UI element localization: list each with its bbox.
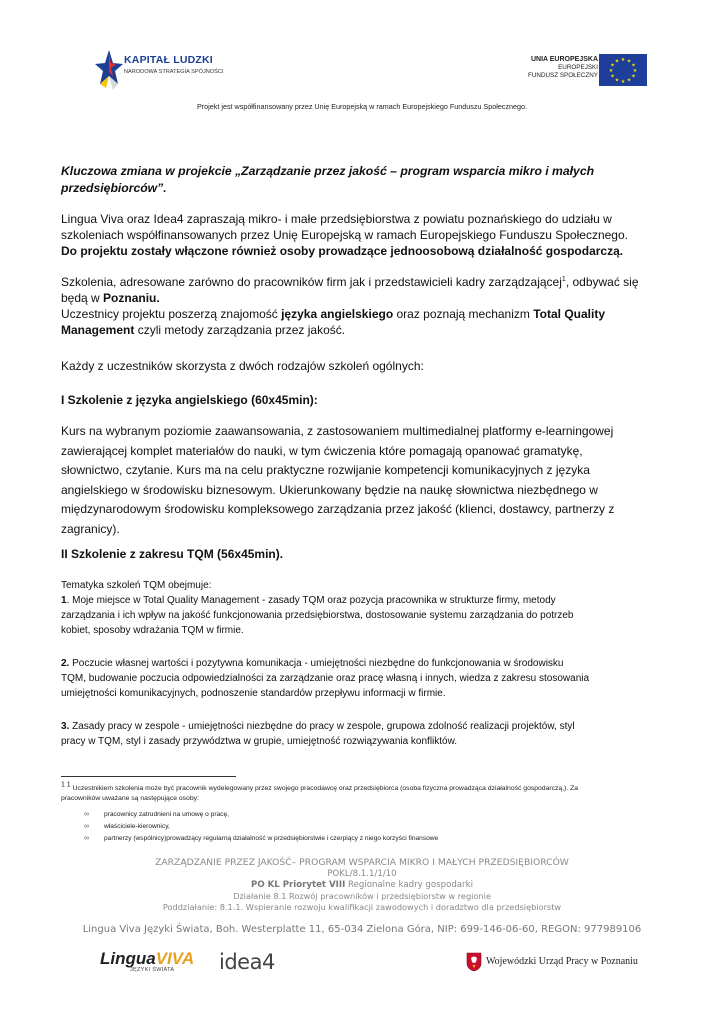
footer-subaction-text: Wspieranie rozwoju kwalifikacji zawodowych i doradztwo dla przedsiębiorstw [245,902,562,912]
svg-text:★: ★ [626,58,632,65]
svg-text:★: ★ [626,77,632,84]
topic-2-line-2: TQM, budowanie poczucia odpowiedzialności za zarządzanie oraz pracę własną i innych, wiedza z zakresu stosowania [61,673,590,684]
footnote-line-1 [61,781,661,794]
svg-text:★: ★ [610,62,615,69]
infinity-bullet-icon: ∞ [84,835,89,842]
course-line-2: zawierającej komplet materiałów do nauki, w tym ćwiczenia które pomagają opanować gramatykę, [61,443,583,458]
infinity-bullet-icon: ∞ [84,823,89,830]
topic-2-text-1: Poczucie własnej wartości i pozytywna komunikacja - umiejętności niezbędne do funkcjonowania w środowisku [69,658,564,669]
tqm-intro: Tematyka szkoleń TQM obejmuje: [61,580,212,591]
training-line-1 [61,274,661,290]
participants-1d: Total Quality [533,307,606,321]
footer-subaction-label: Poddziałanie: 8.1.1. [162,902,246,912]
wup-coat-of-arms-icon [466,952,482,972]
training-line-2 [61,290,661,306]
footnote-ref: 1 [561,276,566,283]
footer-subaction [0,902,724,912]
topic-3-text-1: Zasady pracy w zespole - umiejętności niezbędne do pracy w zespole, grupowa zdolność realizacji projektów, styl [69,721,575,732]
topic-2-line-1 [61,656,661,671]
svg-text:★: ★ [631,73,636,80]
course-line-3: słownictwo, czytanie. Kurs ma na celu praktyczne rozwijanie kompetencji komunikacyjnych z języka [61,463,590,477]
eu-line-2: EUROPEJSKI [558,64,598,71]
footer-project-code: POKL/8.1.1/1/10 [327,869,397,879]
svg-text:★: ★ [608,68,614,74]
footnote-text [61,781,661,804]
svg-text:★: ★ [620,79,626,85]
cofinancing-note: Projekt jest współfinansowany przez Unię Europejską w ramach Europejskiego Funduszu Społecznego. [196,102,527,111]
svg-text:★: ★ [631,62,636,69]
participants-1a: Uczestnicy projektu poszerzą znajomość [61,307,282,321]
eu-text [528,56,598,80]
training-paragraph [61,274,661,338]
footer-priority-bold: PO KL Priorytet VIII [251,880,346,890]
wup-logo [466,952,636,972]
topic-2-line-3: umiejętności komunikacyjnych, podnoszenie standardów przepływu informacji w firmie. [61,688,446,699]
topic-3-line-1 [61,719,661,734]
topic-1-line-1 [61,593,661,608]
eu-line-3: FUNDUSZ SPOŁECZNY [528,72,598,79]
wup-name: Wojewódzki Urząd Pracy w Poznaniu [486,956,638,967]
footnote-divider [61,776,236,777]
topic-3-number: 3. [61,721,70,732]
footer-priority [0,880,724,890]
heading-english-course: I Szkolenie z języka angielskiego (60x45min): [61,393,318,407]
intro-bold-line: Do projektu zostały włączone również osoby prowadzące jednoosobową działalność gospodarczą. [61,244,624,258]
svg-text:★: ★ [620,57,626,63]
participants-2b: czyli metody zarządzania przez jakość. [134,323,346,337]
course-line-4: angielskiego w środowisku biznesowym. Ukierunkowany będzie na naukę słownictwa niezbędnego w [61,482,598,497]
svg-text:★: ★ [614,77,620,84]
topic-1-text-1: . Moje miejsce w Total Quality Management - zasady TQM oraz pozycja pracownika w strukturze firmy, metody [66,595,556,606]
title-line-1: Kluczowa zmiana w projekcie „Zarządzanie przez jakość – program wsparcia mikro i małych [61,164,595,178]
kapital-ludzki-title: KAPITAŁ LUDZKI [124,54,213,66]
footnote-item: ∞ właściciele-kierownicy, [84,823,170,830]
footnote-line-2: pracowników uważane są następujące osoby: [61,795,199,802]
topic-1-line-3: kobiet, sposoby wdrażania TQM w firmie. [61,625,244,636]
kapital-ludzki-star-icon [94,48,124,92]
svg-text:★: ★ [614,58,620,65]
each-participant-line: Każdy z uczestników skorzysta z dwóch rodzajów szkoleń ogólnych: [61,359,424,373]
footer-address: Lingua Viva Języki Świata, Boh. Westerplatte 11, 65-034 Zielona Góra, NIP: 699-146-06-60, REGON: 977989106 [82,924,642,935]
participants-line-1 [61,306,661,322]
topic-1-number: 1 [61,595,67,606]
svg-text:★: ★ [610,73,615,80]
lingua-viva-logo-sub: JĘZYKI ŚWIATA [130,967,175,973]
training-line-1a: Szkolenia, adresowane zarówno do pracowników firm jak i przedstawicieli kadry zarządzającej [61,275,562,289]
title-line-2: przedsiębiorców”. [61,181,167,195]
lingua-viva-logo-part-1: Lingua [100,949,156,968]
participants-1c: oraz poznają mechanizm [393,307,534,321]
participants-line-2 [61,322,661,338]
eu-line-1: UNIA EUROPEJSKA [530,56,598,63]
topic-1-line-2: zarządzania i ich wpływ na jakość funkcjonowania przedsiębiorstwa, dostosowanie systemu zarządzania do potrzeb [61,610,574,621]
heading-tqm-course: II Szkolenie z zakresu TQM (56x45min). [61,547,284,561]
footnote-item: ∞ pracownicy zatrudnieni na umowę o pracę, [84,811,229,818]
topic-3-line-2: pracy w TQM, styl i zasady przywództwa w grupie, umiejętność rozwiązywania konfliktów. [61,736,458,747]
infinity-bullet-icon: ∞ [84,811,89,818]
participants-1b: języka angielskiego [281,307,394,321]
intro-line-2: szkoleniach współfinansowanych przez Unię Europejską w ramach Europejskiego Funduszu Społecznego. [61,228,628,242]
intro-paragraph [61,211,661,259]
course-line-1: Kurs na wybranym poziomie zaawansowania, z zastosowaniem multimedialnej platformy e-learningowej [61,424,614,438]
kapital-ludzki-subtitle: NARODOWA STRATEGIA SPÓJNOŚCI [124,69,224,75]
footnote-line-1-text: Uczestnikiem szkolenia może być pracownik wydelegowany przez swojego pracodawcę oraz przedsiębiorca (osoba fizyczna prowadząca działalność gospodarczą,). Za [70,785,579,792]
lingua-viva-logo [100,950,194,973]
intro-line-1: Lingua Viva oraz Idea4 zapraszają mikro- i małe przedsiębiorstwa z powiatu poznańskiego do udziału w [61,212,612,226]
english-course-paragraph [61,422,661,539]
footnote-inner-mark: 1 [66,781,71,789]
footer-project-name: ZARZĄDZANIE PRZEZ JAKOŚĆ– PROGRAM WSPARCIA MIKRO I MAŁYCH PRZEDSIĘBIORCÓW [155,857,569,868]
topic-2-number: 2. [61,658,70,669]
eu-flag-icon [599,54,647,86]
footnote-mark: 1 [61,781,65,789]
tqm-topic-1 [61,593,661,638]
idea4-logo: idea4 [219,950,275,974]
footer-priority-text: Regionalne kadry gospodarki [345,880,473,890]
footer-action: Działanie 8.1 Rozwój pracowników i przedsiębiorstw w regionie [233,891,491,901]
lingua-viva-logo-part-2: VIVA [155,949,195,968]
course-line-5: międzynarodowym środowisku kompleksowego zarządzania przez jakość (klienci, dostawcy, partnerzy z [61,502,615,516]
tqm-topic-3 [61,719,661,749]
svg-text:★: ★ [632,68,638,74]
training-line-1b: , odbywać się [565,275,639,289]
course-line-6: zagranicy). [61,521,120,536]
footnote-item: ∞ partnerzy (wspólnicy)prowadzący regularną działalność w przedsiębiorstwie i czerpiący z niego korzyści finansowe [84,835,439,842]
tqm-topic-2 [61,656,661,701]
document-title [61,163,661,197]
training-line-2a: będą w [61,291,104,305]
city-poznan: Poznaniu. [103,291,160,305]
participants-2a: Management [61,323,135,337]
